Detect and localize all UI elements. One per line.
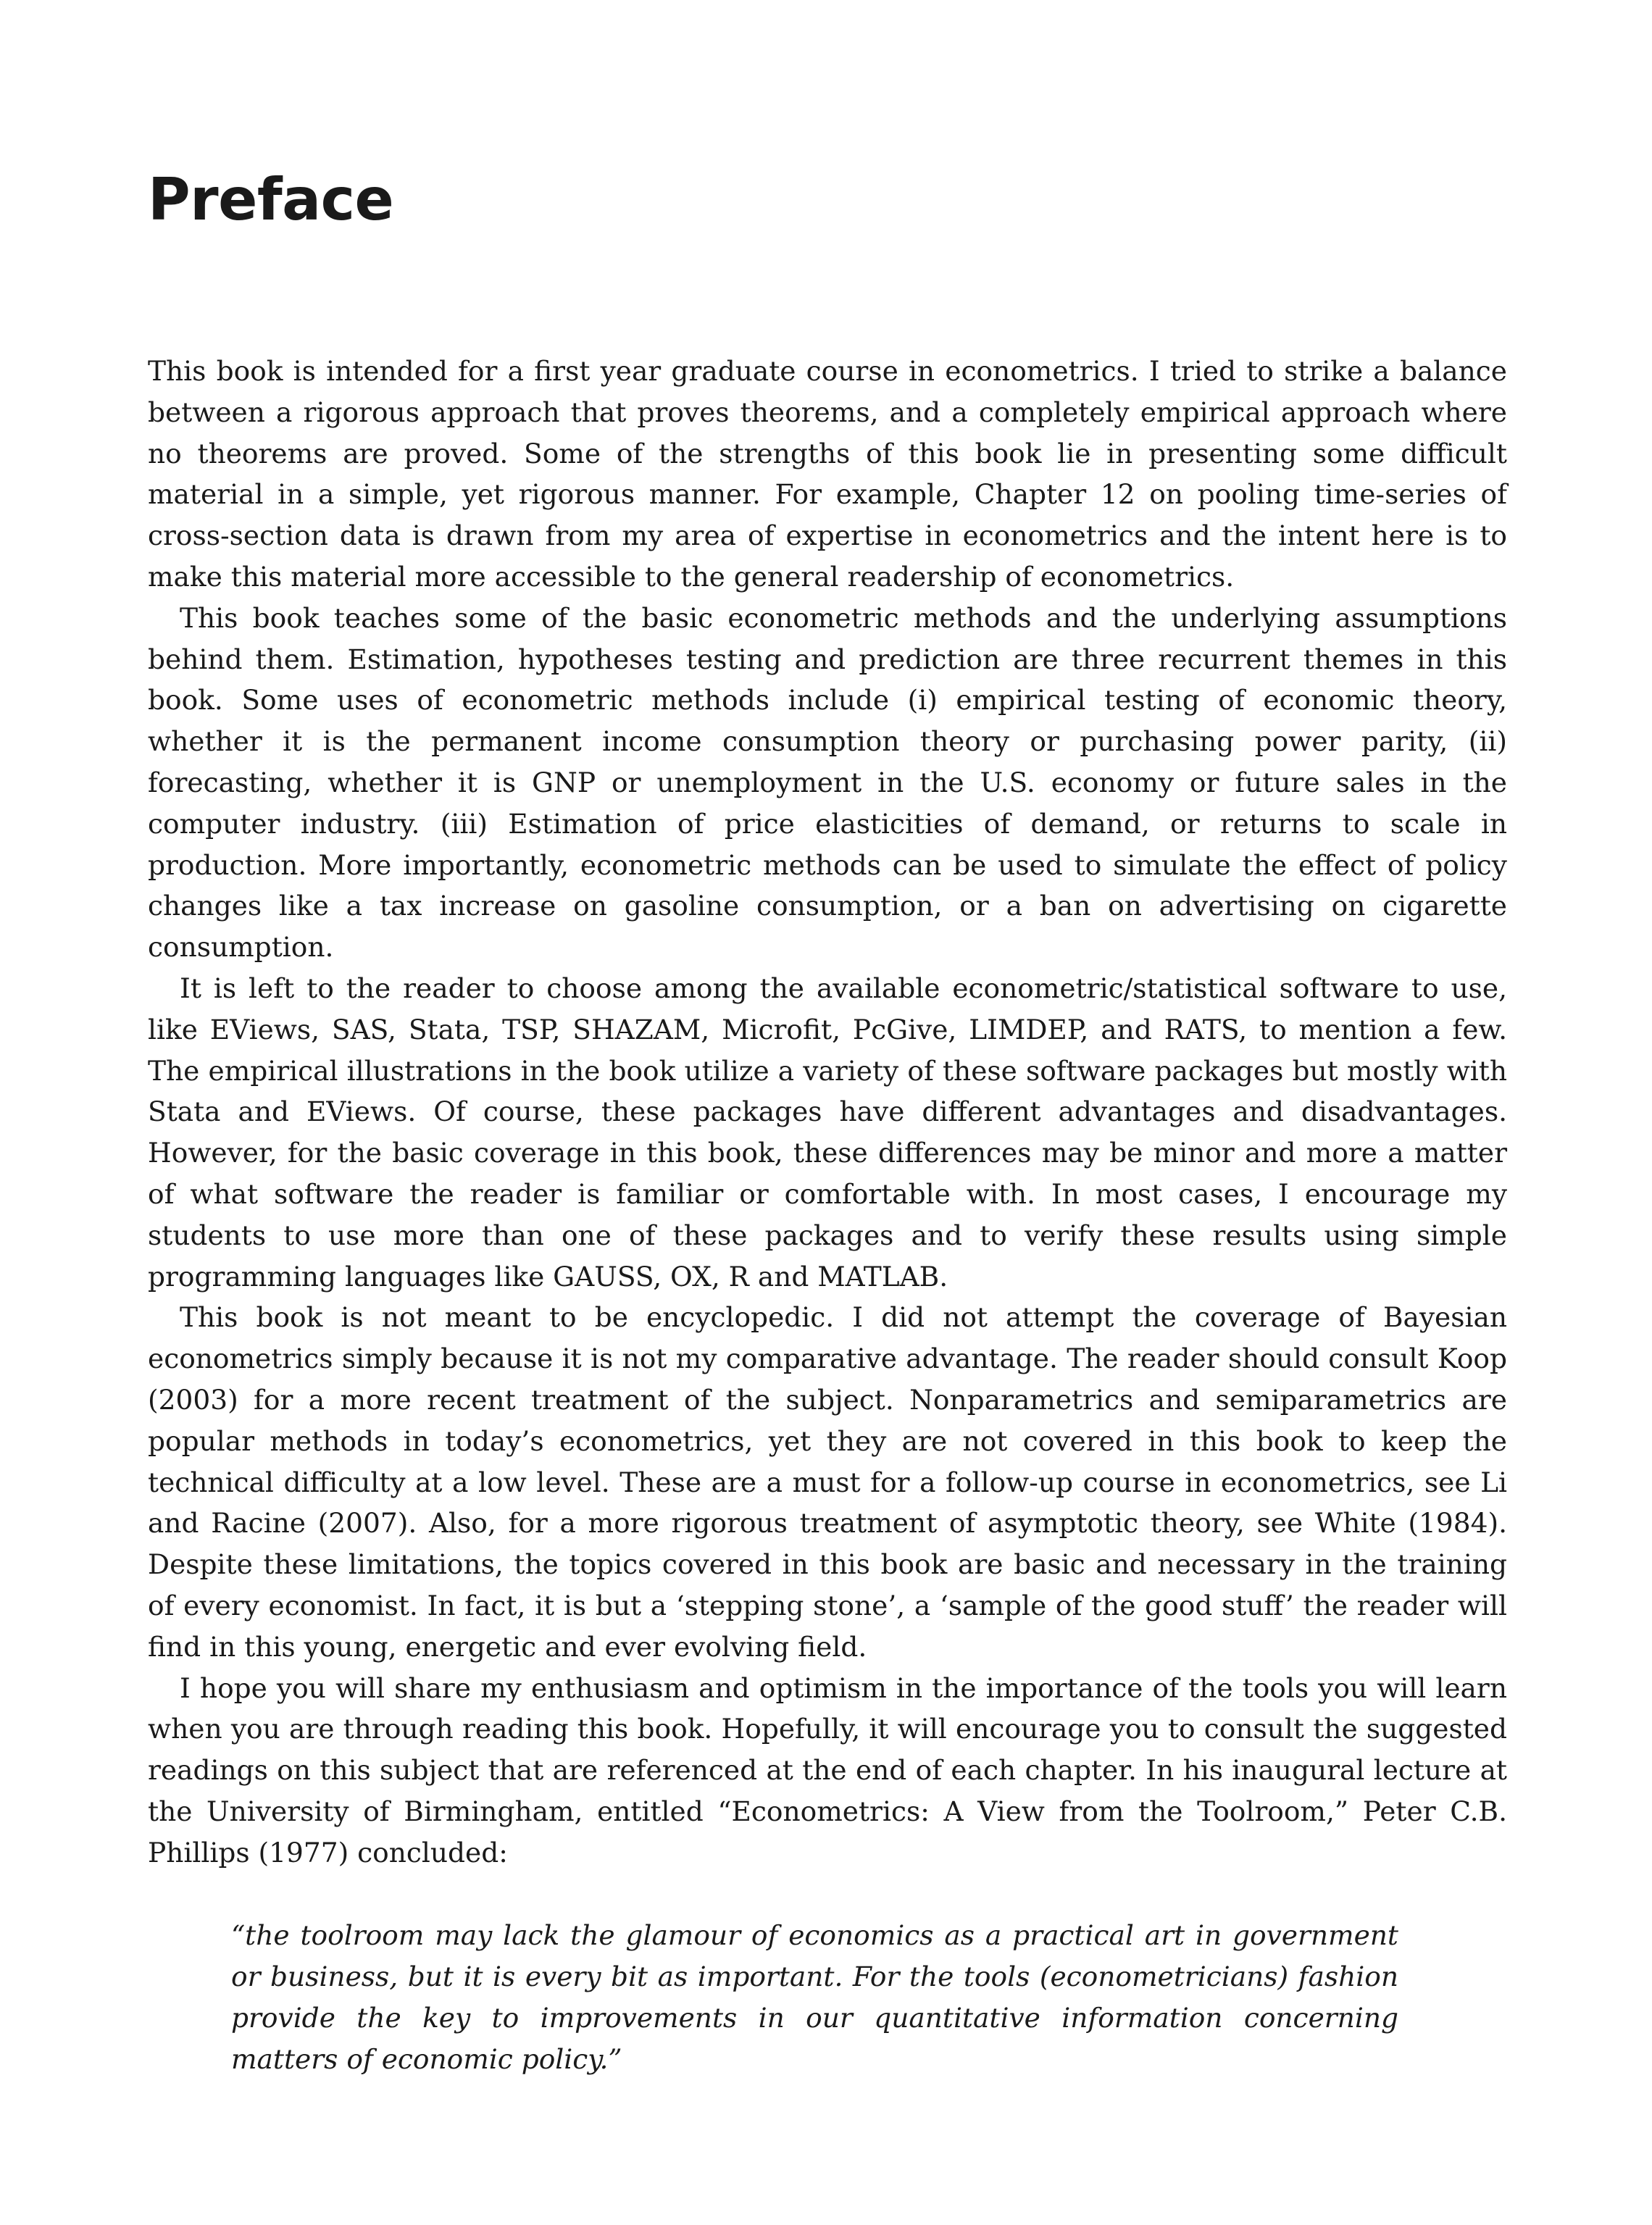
preface-page — [148, 145, 1507, 2080]
paragraph-software: It is left to the reader to choose among the available econometric/statistical software to use, like EViews, SAS, Stata, TSP, SHAZAM, Microfit, PcGive, LIMDEP, and RATS, to mention a few. The empirical illustrations in the book utilize a variety of these software packages but mostly with Stata and EViews. Of course, these packages have different advantages and disadvantages. However, for the basic coverage in this book, these differences may be minor and more a matter of what software the reader is familiar or comfortable with. In most cases, I encourage my students to use more than one of these packages and to verify these results using simple programming languages like GAUSS, OX, R and MATLAB. — [148, 972, 1507, 1293]
chapter-title: Preface — [148, 166, 394, 233]
paragraph-methods: This book teaches some of the basic econometric methods and the underlying assumptions behind them. Estimation, hypotheses testing and prediction are three recurrent themes in this book. Some uses of econometric methods include (i) empirical testing of economic theory, whether it is the permanent income consumption theory or purchasing power parity, (ii) forecasting, whether it is GNP or unemployment in the U.S. economy or future sales in the computer industry. (iii) Estimation of price elasticities of demand, or returns to scale in production. More importantly, econometric methods can be used to simulate the effect of policy changes like a tax increase on gasoline consumption, or a ban on advertising on cigarette consumption. — [148, 601, 1507, 964]
paragraph-intro: This book is intended for a first year graduate course in econometrics. I tried to strike a balance between a rigorous approach that proves theorems, and a completely empirical approach where no theorems are proved. Some of the strengths of this book lie in presenting some difficult material in a simple, yet rigorous manner. For example, Chapter 12 on pooling time-series of cross-section data is drawn from my area of expertise in econometrics and the intent here is to make this material more accessible to the general readership of econometrics. — [148, 355, 1507, 593]
phillips-quote: “the toolroom may lack the glamour of economics as a practical art in government or business, but it is every bit as important. For the tools (econometricians) fashion provide the key to improvements in our quantitative information concerning matters of economic policy.” — [231, 1919, 1398, 2075]
paragraph-scope: This book is not meant to be encyclopedic. I did not attempt the coverage of Bayesian econometrics simply because it is not my comparative advantage. The reader should consult Koop (2003) for a more recent treatment of the subject. Nonparametrics and semiparametrics are popular methods in today’s econometrics, yet they are not covered in this book to keep the technical difficulty at a low level. These are a must for a follow-up course in econometrics, see Li and Racine (2007). Also, for a more rigorous treatment of asymptotic theory, see White (1984). Despite these limitations, the topics covered in this book are basic and necessary in the training of every economist. In fact, it is but a ‘stepping stone’, a ‘sample of the good stuff’ the reader will find in this young, energetic and ever evolving field. — [148, 1301, 1507, 1663]
preface-body — [148, 351, 1507, 1873]
paragraph-closing: I hope you will share my enthusiasm and optimism in the importance of the tools you will learn when you are through reading this book. Hopefully, it will encourage you to consult the suggested readings on this subject that are referenced at the end of each chapter. In his inaugural lecture at the University of Birmingham, entitled “Econometrics: A View from the Toolroom,” Peter C.B. Phillips (1977) concluded: — [148, 1671, 1507, 1869]
